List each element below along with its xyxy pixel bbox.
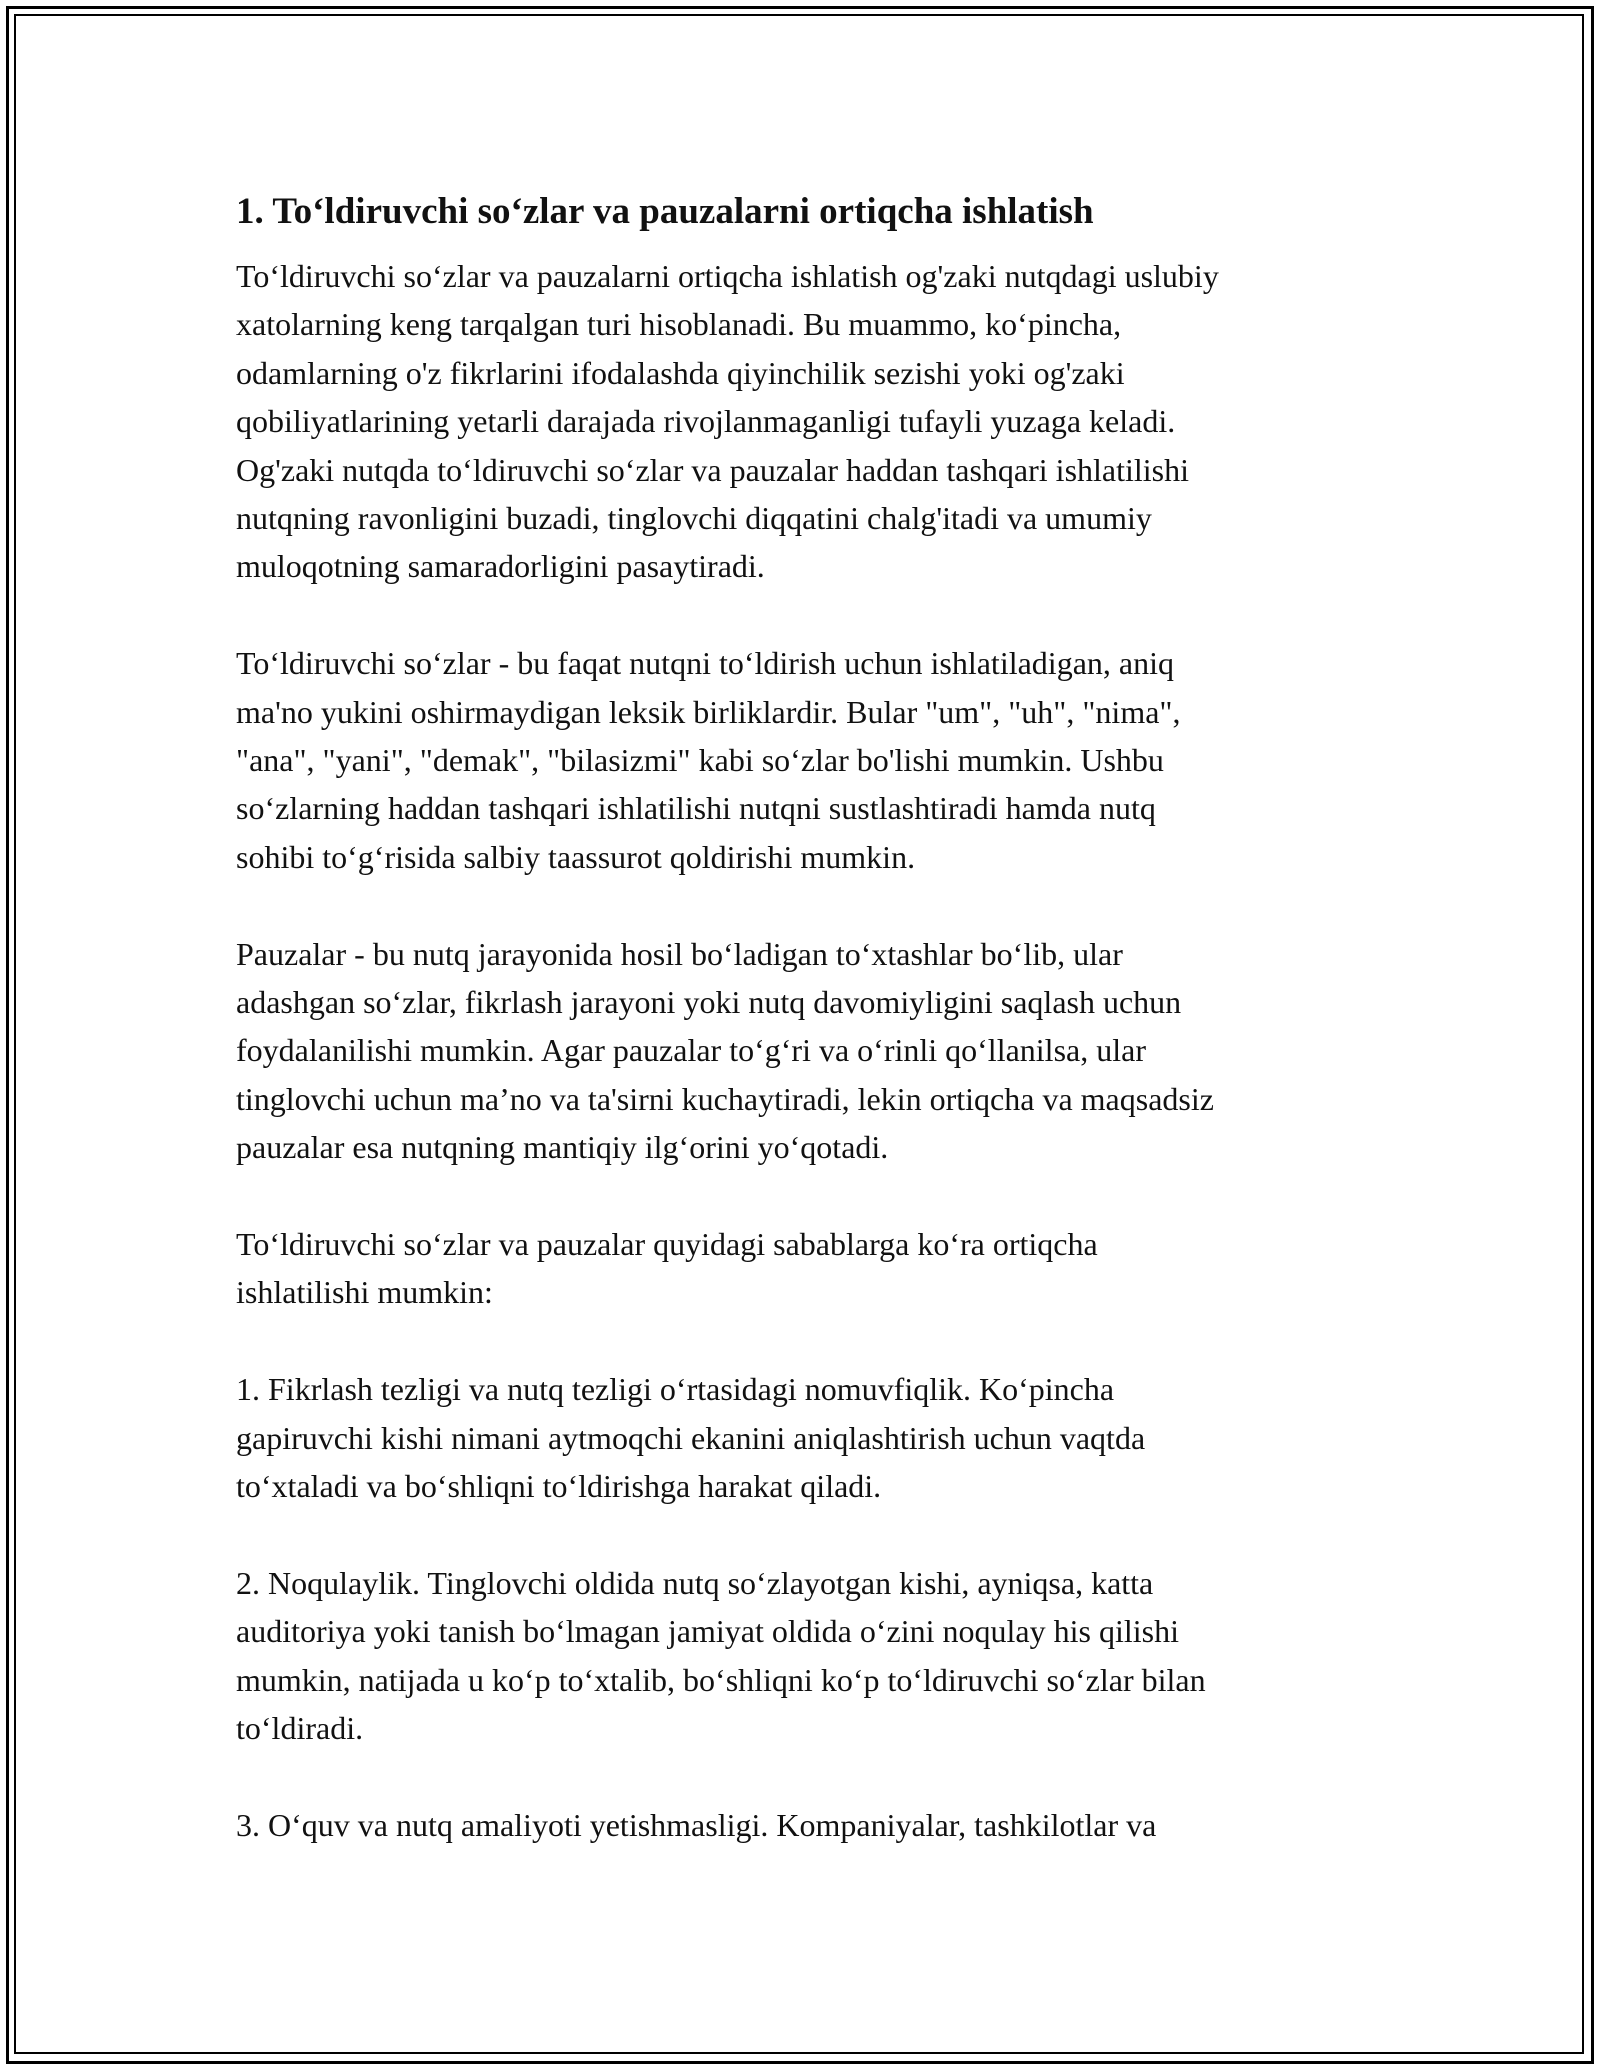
paragraph-filler-words — [236, 639, 1376, 881]
text-line: To‘ldiruvchi so‘zlar va pauzalarni ortiqcha ishlatish og'zaki nutqdagi uslubiy — [236, 258, 1219, 294]
text-line: "ana", "yani", "demak", "bilasizmi" kabi so‘zlar bo'lishi mumkin. Ushbu — [236, 742, 1164, 779]
text-line: To‘ldiruvchi so‘zlar va pauzalar quyidagi sabablarga ko‘ra ortiqcha — [236, 1226, 1098, 1263]
paragraph-pauses — [236, 930, 1376, 1172]
text-line: 3. O‘quv va nutq amaliyoti yetishmasligi. Kompaniyalar, tashkilotlar va — [236, 1806, 1157, 1843]
text-line: pauzalar esa nutqning mantiqiy ilg‘orini yo‘qotadi. — [236, 1129, 889, 1166]
text-line: 1. Fikrlash tezligi va nutq tezligi o‘rtasidagi nomuvfiqlik. Ko‘pincha — [236, 1371, 1115, 1408]
text-line: auditoriya yoki tanish bo‘lmagan jamiyat oldida o‘zini noqulay his qilishi — [236, 1613, 1179, 1650]
text-line: mumkin, natijada u ko‘p to‘xtalib, bo‘shliqni ko‘p to‘ldiruvchi so‘zlar bilan — [236, 1661, 1206, 1698]
text-line: ishlatilishi mumkin: — [236, 1274, 493, 1311]
text-line: qobiliyatlarining yetarli darajada rivojlanmaganligi tufayli yuzaga keladi. — [236, 403, 1176, 440]
list-item-reason-1 — [236, 1365, 1376, 1510]
text-line: to‘xtaladi va bo‘shliqni to‘ldirishga harakat qiladi. — [236, 1468, 882, 1505]
list-item-reason-3 — [236, 1801, 1376, 1849]
list-item-reason-2 — [236, 1559, 1376, 1753]
section-heading: 1. To‘ldiruvchi so‘zlar va pauzalarni ortiqcha ishlatish — [236, 191, 1094, 232]
paragraph-intro — [236, 252, 1376, 591]
text-line: to‘ldiradi. — [236, 1710, 364, 1747]
text-line: nutqning ravonligini buzadi, tinglovchi diqqatini chalg'itadi va umumiy — [236, 500, 1152, 537]
paragraph-reasons-intro — [236, 1220, 1376, 1317]
text-line: Og'zaki nutqda to‘ldiruvchi so‘zlar va pauzalar haddan tashqari ishlatilishi — [236, 451, 1190, 488]
text-line: Pauzalar - bu nutq jarayonida hosil bo‘ladigan to‘xtashlar bo‘lib, ular — [236, 935, 1123, 972]
text-line: xatolarning keng tarqalgan turi hisoblanadi. Bu muammo, ko‘pincha, — [236, 306, 1122, 343]
document-body — [236, 186, 1376, 1898]
text-line: ma'no yukini oshirmaydigan leksik birliklardir. Bular "um", "uh", "nima", — [236, 693, 1181, 730]
text-line: gapiruvchi kishi nimani aytmoqchi ekanini aniqlashtirish uchun vaqtda — [236, 1419, 1146, 1456]
text-line: sohibi to‘g‘risida salbiy taassurot qoldirishi mumkin. — [236, 838, 916, 875]
text-line: so‘zlarning haddan tashqari ishlatilishi nutqni sustlashtiradi hamda nutq — [236, 790, 1156, 827]
text-line: odamlarning o'z fikrlarini ifodalashda qiyinchilik sezishi yoki og'zaki — [236, 354, 1125, 391]
text-line: 2. Noqulaylik. Tinglovchi oldida nutq so‘zlayotgan kishi, ayniqsa, katta — [236, 1564, 1154, 1601]
text-line: muloqotning samaradorligini pasaytiradi. — [236, 548, 765, 585]
text-line: foydalanilishi mumkin. Agar pauzalar to‘g‘ri va o‘rinli qo‘llanilsa, ular — [236, 1032, 1146, 1069]
text-line: To‘ldiruvchi so‘zlar - bu faqat nutqni to‘ldirish uchun ishlatiladigan, aniq — [236, 645, 1174, 682]
text-line: adashgan so‘zlar, fikrlash jarayoni yoki nutq davomiyligini saqlash uchun — [236, 984, 1182, 1021]
text-line: tinglovchi uchun ma’no va ta'sirni kuchaytiradi, lekin ortiqcha va maqsadsiz — [236, 1080, 1214, 1117]
